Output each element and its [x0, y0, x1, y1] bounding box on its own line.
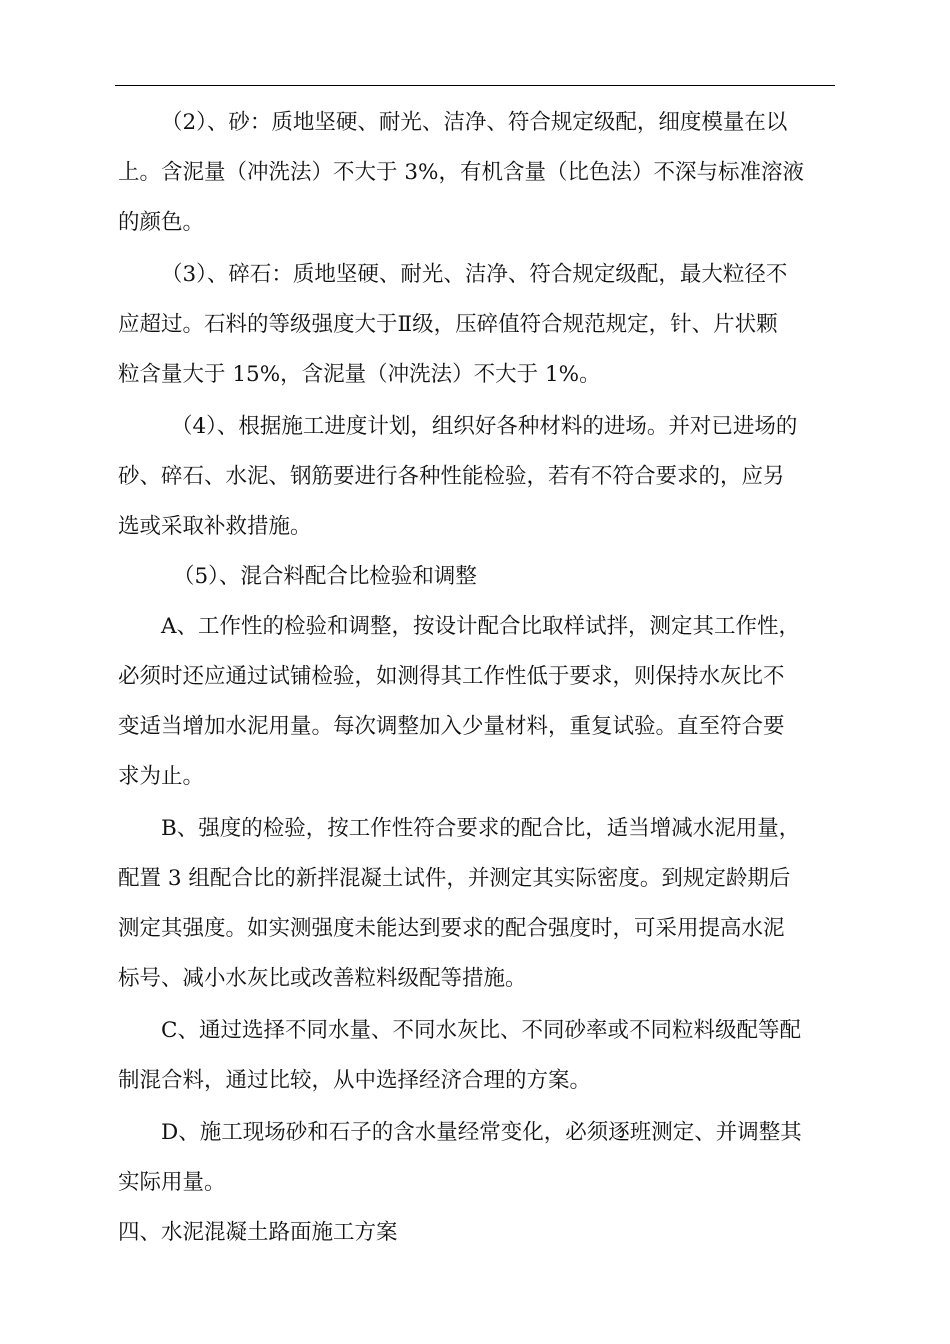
paragraph-mix-check — [118, 552, 823, 602]
paragraph-selection — [118, 1006, 823, 1106]
text-line: 标号、减小水灰比或改善粒料级配等措施。 — [118, 966, 527, 991]
text-line: 变适当增加水泥用量。每次调整加入少量材料，重复试验。直至符合要 — [118, 714, 785, 739]
section-heading-text: 四、水泥混凝土路面施工方案 — [118, 1220, 398, 1245]
text-line: 制混合料，通过比较，从中选择经济合理的方案。 — [118, 1068, 592, 1093]
text-line: 测定其强度。如实测强度未能达到要求的配合强度时，可采用提高水泥 — [118, 916, 785, 941]
document-body — [118, 98, 823, 1258]
text-line: （2）、砂：质地坚硬、耐光、洁净、符合规定级配，细度模量在以 — [161, 110, 788, 135]
text-line: 求为止。 — [118, 764, 205, 789]
text-line: 选或采取补救措施。 — [118, 514, 312, 539]
paragraph-strength — [118, 804, 823, 1004]
text-line: 粒含量大于 15%，含泥量（冲洗法）不大于 1%。 — [118, 362, 601, 387]
paragraph-gravel — [118, 250, 823, 400]
section-heading — [118, 1208, 823, 1258]
header-rule — [115, 85, 835, 86]
text-line: 实际用量。 — [118, 1170, 226, 1195]
text-line: （5）、混合料配合比检验和调整 — [173, 564, 477, 589]
text-line: 上。含泥量（冲洗法）不大于 3%，有机含量（比色法）不深与标准溶液 — [118, 160, 804, 185]
text-line: （3）、碎石：质地坚硬、耐光、洁净、符合规定级配，最大粒径不 — [161, 262, 788, 287]
text-line: 的颜色。 — [118, 210, 205, 235]
text-line: B、强度的检验，按工作性符合要求的配合比，适当增减水泥用量， — [161, 816, 801, 841]
paragraph-moisture — [118, 1108, 823, 1208]
paragraph-workability — [118, 602, 823, 802]
text-line: C、通过选择不同水量、不同水灰比、不同砂率或不同粒料级配等配 — [161, 1018, 801, 1043]
text-line: 必须时还应通过试铺检验，如测得其工作性低于要求，则保持水灰比不 — [118, 664, 785, 689]
text-line: 砂、碎石、水泥、钢筋要进行各种性能检验，若有不符合要求的，应另 — [118, 464, 785, 489]
paragraph-material-entry — [118, 402, 823, 552]
paragraph-sand — [118, 98, 823, 248]
text-line: D、施工现场砂和石子的含水量经常变化，必须逐班测定、并调整其 — [161, 1120, 802, 1145]
text-line: （4）、根据施工进度计划，组织好各种材料的进场。并对已进场的 — [171, 414, 798, 439]
text-line: A、工作性的检验和调整，按设计配合比取样试拌，测定其工作性， — [161, 614, 801, 639]
text-line: 应超过。石料的等级强度大于Ⅱ级，压碎值符合规范规定，针、片状颗 — [118, 312, 778, 337]
text-line: 配置 3 组配合比的新拌混凝土试件，并测定其实际密度。到规定龄期后 — [118, 866, 791, 891]
